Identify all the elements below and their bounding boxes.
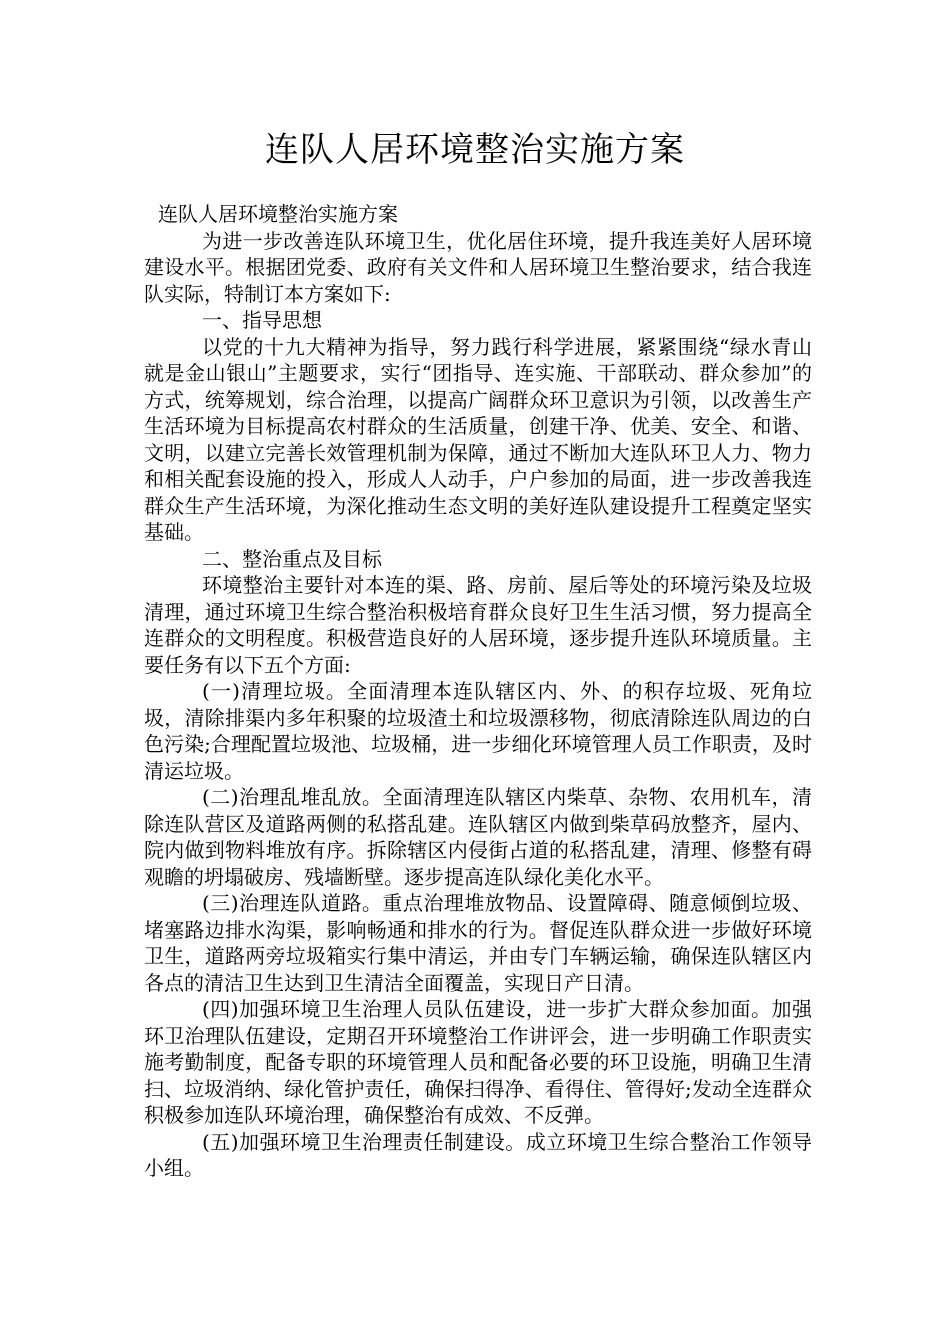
section-heading-guiding-ideology: 一、指导思想 (202, 308, 322, 332)
task-item-5: (五)加强环境卫生治理责任制建设。成立环境卫生综合整治工作领导小组。 (144, 1129, 812, 1180)
task-item-4: (四)加强环境卫生治理人员队伍建设，进一步扩大群众参加面。加强环卫治理队伍建设，定期召开环境整治工作讲评会，进一步明确工作职责实施考勤制度，配备专职的环境管理人员和配备必要的环卫设施，明确卫生清扫、垃圾消纳、绿化管护责任，确保扫得净、看得住、管得好;发动全连群众积极参加连队环境治理，确保整治有成效、不反弹。 (144, 997, 812, 1127)
task-item-3: (三)治理连队道路。重点治理堆放物品、设置障碍、随意倾倒垃圾、堵塞路边排水沟渠，影响畅通和排水的行为。督促连队群众进一步做好环境卫生，道路两旁垃圾箱实行集中清运，并由专门车辆运输，确保连队辖区内各点的清洁卫生达到卫生清洁全面覆盖，实现日产日清。 (144, 891, 812, 995)
key-points-paragraph: 环境整治主要针对本连的渠、路、房前、屋后等处的环境污染及垃圾清理，通过环境卫生综合整治积极培育群众良好卫生生活习惯，努力提高全连群众的文明程度。积极营造良好的人居环境，逐步提升连队环境质量。主要任务有以下五个方面: (144, 573, 812, 677)
document-body (144, 201, 812, 1182)
task-item-1: (一)清理垃圾。全面清理本连队辖区内、外、的积存垃圾、死角垃圾，清除排渠内多年积聚的垃圾渣土和垃圾漂移物，彻底清除连队周边的白色污染;合理配置垃圾池、垃圾桶，进一步细化环境管理人员工作职责，及时清运垃圾。 (144, 679, 812, 783)
task-item-2: (二)治理乱堆乱放。全面清理连队辖区内柴草、杂物、农用机车，清除连队营区及道路两侧的私搭乱建。连队辖区内做到柴草码放整齐，屋内、院内做到物料堆放有序。拆除辖区内侵街占道的私搭乱建，清理、修整有碍观瞻的坍塌破房、残墙断壁。逐步提高连队绿化美化水平。 (144, 785, 812, 889)
intro-paragraph: 为进一步改善连队环境卫生，优化居住环境，提升我连美好人居环境建设水平。根据团党委、政府有关文件和人居环境卫生整治要求，结合我连队实际，特制订本方案如下: (144, 228, 812, 306)
document-title: 连队人居环境整治实施方案 (265, 130, 685, 170)
guiding-ideology-paragraph: 以党的十九大精神为指导，努力践行科学进展，紧紧围绕“绿水青山就是金山银山”主题要求，实行“团指导、连实施、干部联动、群众参加”的方式，统筹规划，综合治理，以提高广阔群众环卫意识为引领，以改善生产生活环境为目标提高农村群众的生活质量，创建干净、优美、安全、和谐、文明，以建立完善长效管理机制为保障，通过不断加大连队环卫人力、物力和相关配套设施的投入，形成人人动手，户户参加的局面，进一步改善我连群众生产生活环境，为深化推动生态文明的美好连队建设提升工程奠定坚实基础。 (144, 334, 812, 544)
document-subtitle: 连队人居环境整治实施方案 (158, 202, 398, 226)
section-heading-key-points: 二、整治重点及目标 (202, 546, 382, 571)
